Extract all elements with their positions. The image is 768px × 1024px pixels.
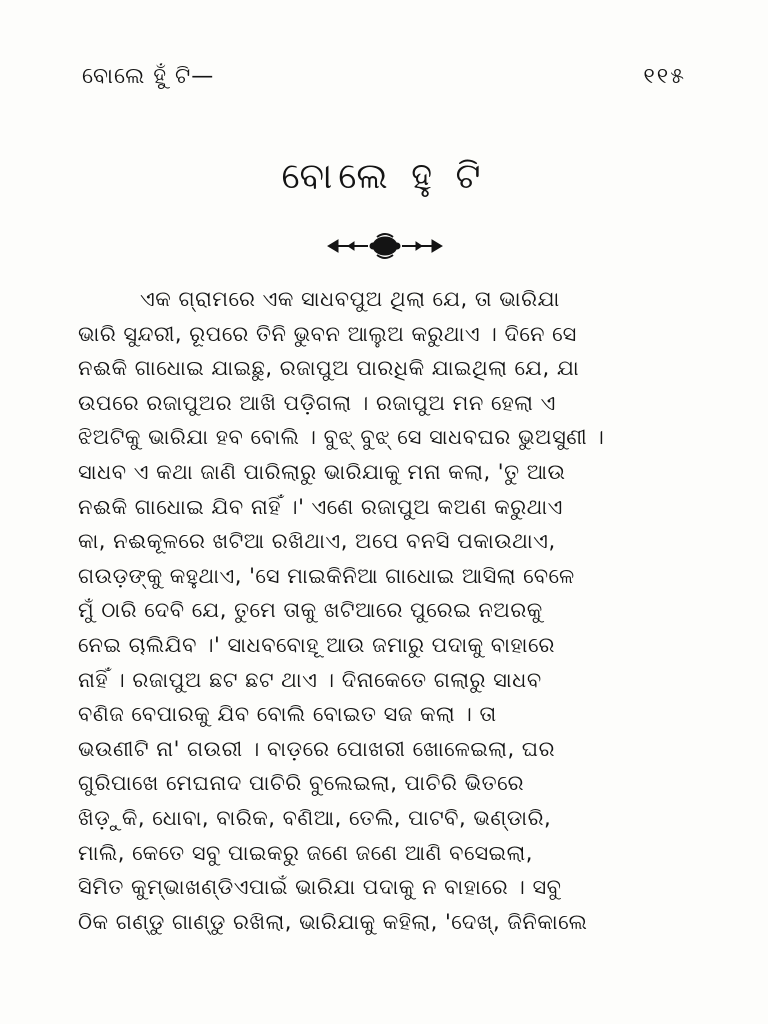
text-line: ନାହିଁ । ରଜାପୁଅ ଛଟ ଛଟ ଥାଏ । ଦିନାକେତେ ଗଲାରୁ ସାଧବ [78, 667, 542, 692]
text-line: ଏକ ଗ୍ରାମରେ ଏକ ସାଧବପୁଅ ଥିଲା ଯେ, ତା ଭାରିଯା [140, 287, 560, 311]
story-body [78, 282, 696, 939]
text-line: ନଈକି ଗାଧୋଇ ଯିବ ନାହିଁ ।' ଏଣେ ରଜାପୁଅ କଅଣ କରୁଥାଏ [78, 494, 563, 519]
text-line: ଠିକ ଗଣ୍ଡୁ ଗାଣ୍ଡୁ ରଖିଲା, ଭାରିଯାକୁ କହିଲା, 'ଦେଖ୍, ଜିନିକାଲେ [78, 909, 588, 934]
text-line: ବଣିଜ ବେପାରକୁ ଯିବ ବୋଲି ବୋଇତ ସଜ କଲା । ତା [78, 702, 497, 727]
text-line: ଭଉଣୀଟି ନା' ଗଉରୀ । ବାଡ଼ରେ ପୋଖରୀ ଖୋଳେଇଲା, ଘର [78, 736, 555, 761]
page-number: ୧୧୫ [643, 63, 686, 89]
running-title: ବୋଲେ ହୁଁ ଟି— [82, 63, 215, 89]
text-line: ସିମିତ କୁମ୍ଭାଖଣ୍ଡିଏପାଇଁ ଭାରିଯା ପଦାକୁ ନ ବାହାରେ । ସବୁ [78, 875, 562, 900]
text-line: ଭାରି ସୁନ୍ଦରୀ, ରୂପରେ ତିନି ଭୁବନ ଆଲୁଅ କରୁଥାଏ । ଦିନେ ସେ [78, 321, 577, 346]
text-line: ନଈକି ଗାଧୋଇ ଯାଇଛୁ, ରଜାପୁଅ ପାରଧିକି ଯାଇଥିଲା ଯେ, ଯା [78, 356, 580, 381]
text-line: ନେଇ ଚାଲିଯିବ ।' ସାଧବବୋହୂ ଆଉ ଜମାରୁ ପଦାକୁ ବାହାରେ [78, 632, 555, 657]
text-line: ମୁଁ ଠାରି ଦେବି ଯେ, ତୁମେ ତାକୁ ଖଟିଆରେ ପୁରେଇ ନଅରକୁ [78, 598, 543, 623]
text-line: କା, ନଈକୂଳରେ ଖଟିଆ ରଖିଥାଏ, ଅପେ ବନସି ପକାଉଥାଏ, [78, 529, 556, 554]
running-header [82, 58, 686, 94]
text-line: ଉପରେ ରଜାପୁଅର ଆଖି ପଡ଼ିଗଲା । ରଜାପୁଅ ମନ ହେଲା ଏ [78, 390, 556, 415]
story-title: ବୋଲେ ହୁ ଟି [281, 156, 487, 197]
text-line: ଖିଡ଼ୁକି, ଧୋବା, ବାରିକ, ବଣିଆ, ତେଲି, ପାଟବି, ଭଣ୍ଡାରି, [78, 805, 552, 830]
text-line: ଗଉଡ଼ଙ୍କୁ କହୁଥାଏ, 'ସେ ମାଇକିନିଆ ଗାଧୋଇ ଆସିଲା ବେଳେ [78, 563, 575, 588]
text-line: ଗୁରିପାଖେ ମେଘନାଦ ପାଚିରି ବୁଲେଇଲା, ପାଚିରି ଭିତରେ [78, 771, 525, 796]
text-line: ମାଲି, କେତେ ସବୁ ପାଇକରୁ ଜଣେ ଜଣେ ଆଣି ବସେଇଲା, [78, 840, 533, 865]
text-line: ଝିଅଟିକୁ ଭାରିଯା ହବ ବୋଲି । ବୁଝ୍ ବୁଝ୍ ସେ ସାଧବଘର ଭୁଅସୁଣୀ । [78, 425, 605, 450]
ornament-icon [326, 232, 444, 260]
text-line: ସାଧବ ଏ କଥା ଜାଣି ପାରିଲାରୁ ଭାରିଯାକୁ ମନା କଲା, 'ତୁ ଆଉ [78, 459, 566, 484]
